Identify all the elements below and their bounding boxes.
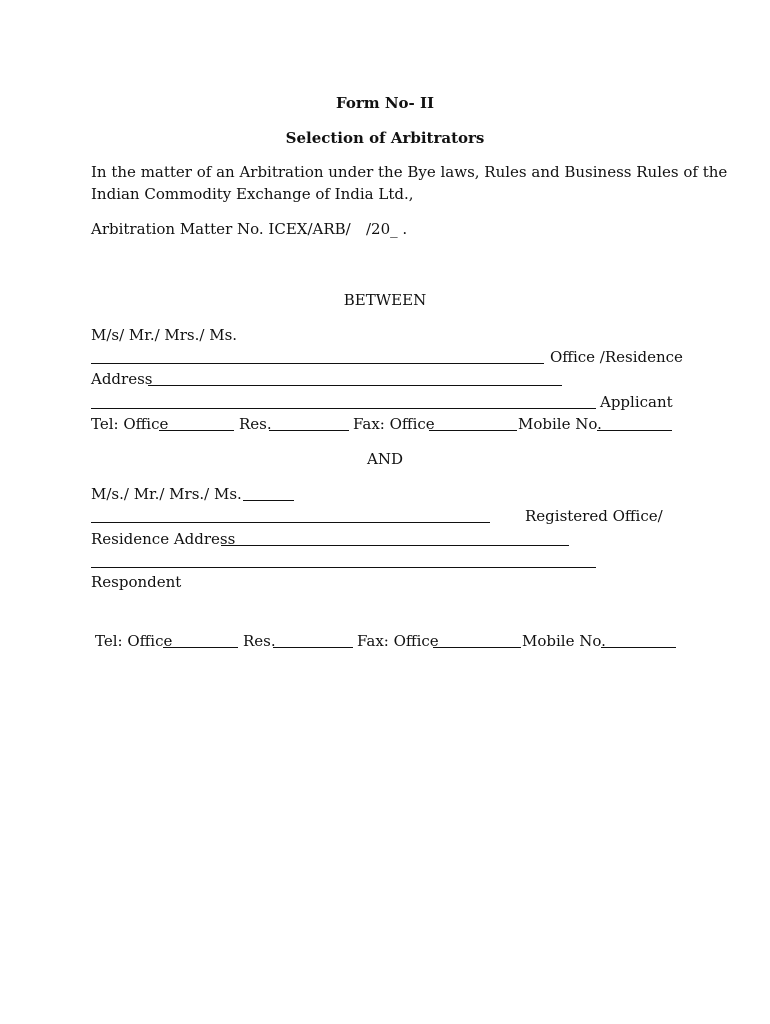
applicant-office-residence-label: Office /Residence — [550, 348, 683, 366]
respondent-name-label: M/s./ Mr./ Mrs./ Ms. — [91, 485, 242, 503]
form-number: Form No- II — [335, 94, 435, 112]
respondent-residence-address-label: Residence Address — [91, 530, 236, 548]
applicant-tel-office-line[interactable] — [159, 430, 234, 431]
respondent-res-label: Res. — [243, 632, 276, 650]
respondent-name-line[interactable] — [243, 500, 294, 501]
applicant-name-label: M/s/ Mr./ Mrs./ Ms. — [91, 326, 238, 344]
respondent-mobile-line[interactable] — [601, 647, 676, 648]
applicant-mobile-label: Mobile No. — [518, 415, 602, 433]
respondent-mobile-label: Mobile No. — [522, 632, 606, 650]
respondent-tel-office-label: Tel: Office — [95, 632, 173, 650]
respondent-fax-office-line[interactable] — [433, 647, 521, 648]
applicant-role-label: Applicant — [600, 393, 673, 411]
and-heading: AND — [367, 450, 403, 468]
intro-line-1: In the matter of an Arbitration under the Bye laws, Rules and Business Rules of the — [91, 163, 728, 181]
applicant-address-line-2[interactable] — [91, 408, 596, 409]
matter-number-label: Arbitration Matter No. ICEX/ARB/ — [91, 220, 351, 238]
applicant-name-line[interactable] — [91, 363, 544, 364]
respondent-address-line-2[interactable] — [91, 567, 596, 568]
applicant-tel-office-label: Tel: Office — [91, 415, 169, 433]
applicant-mobile-line[interactable] — [597, 430, 672, 431]
applicant-res-label: Res. — [239, 415, 272, 433]
applicant-res-line[interactable] — [269, 430, 349, 431]
respondent-registered-office-label: Registered Office/ — [525, 507, 663, 525]
respondent-name-line-2[interactable] — [91, 522, 490, 523]
applicant-address-label: Address — [91, 370, 153, 388]
applicant-address-line[interactable] — [148, 385, 562, 386]
respondent-fax-office-label: Fax: Office — [357, 632, 439, 650]
respondent-res-line[interactable] — [273, 647, 353, 648]
applicant-fax-office-label: Fax: Office — [353, 415, 435, 433]
respondent-tel-office-line[interactable] — [163, 647, 238, 648]
applicant-fax-office-line[interactable] — [429, 430, 517, 431]
matter-year: /20_ . — [366, 220, 408, 238]
between-heading: BETWEEN — [343, 291, 427, 309]
respondent-role-label: Respondent — [91, 573, 182, 591]
respondent-address-line[interactable] — [221, 545, 569, 546]
intro-line-2: Indian Commodity Exchange of India Ltd., — [91, 185, 414, 203]
form-title: Selection of Arbitrators — [285, 129, 485, 147]
